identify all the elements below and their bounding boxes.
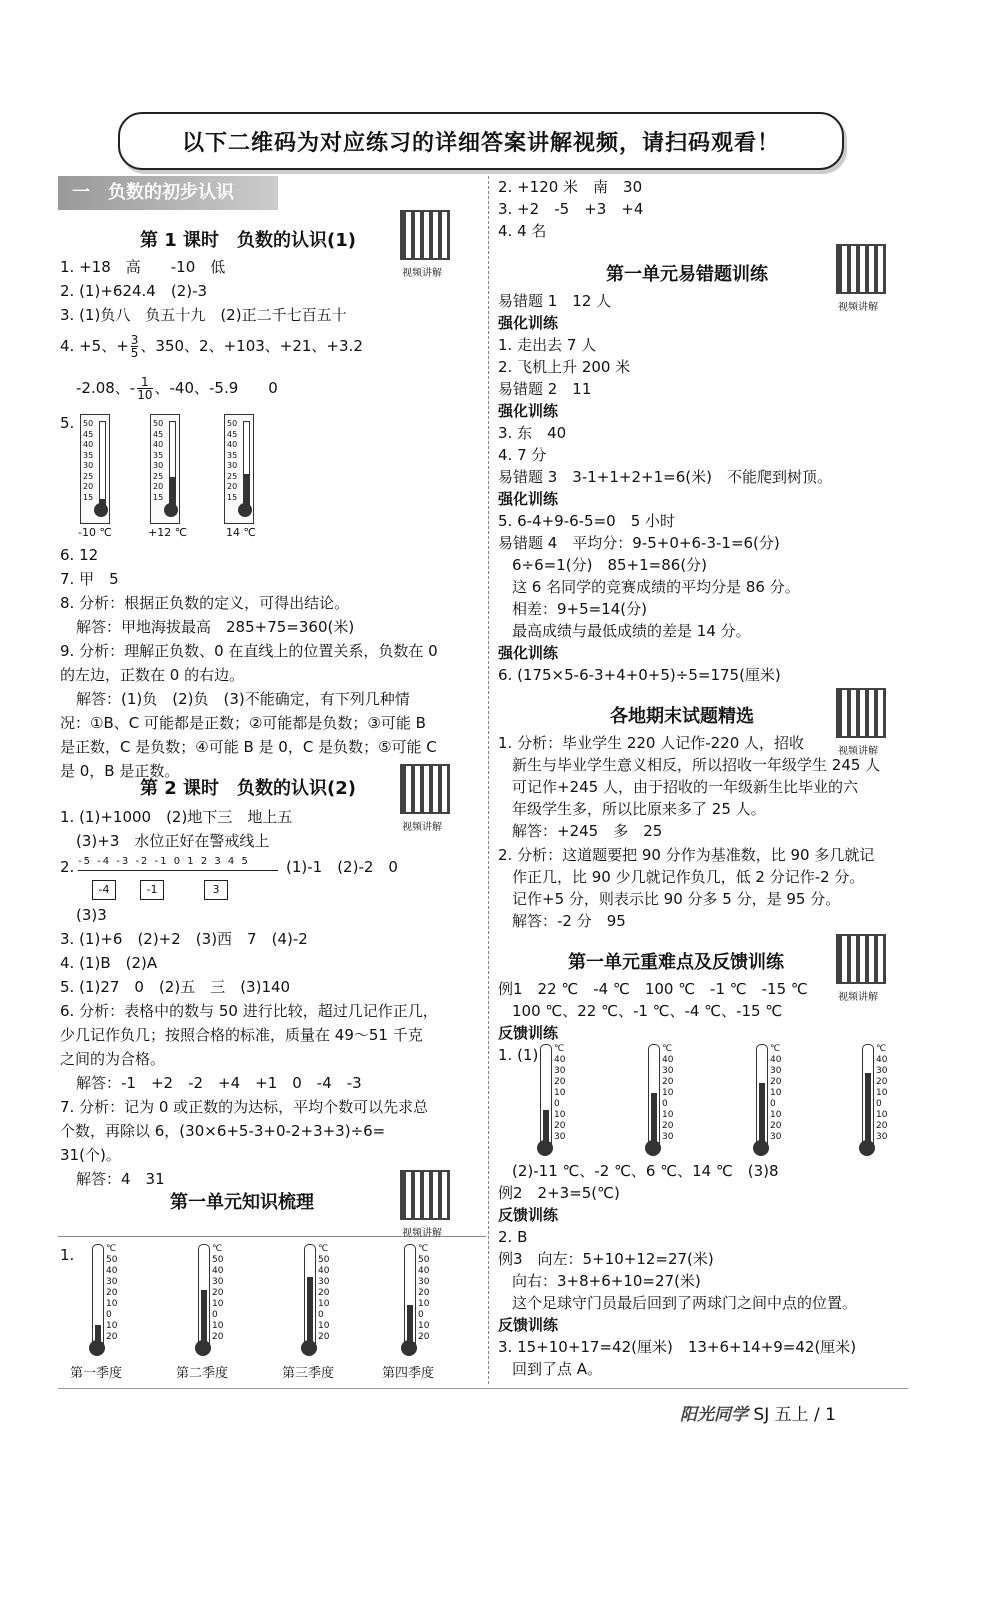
- answer-line: 解答：-1 +2 -2 +4 +1 0 -4 -3: [76, 1074, 362, 1092]
- thermometer-caption: +12 ℃: [148, 526, 188, 539]
- answer-line: 1.: [60, 1246, 75, 1264]
- number-line-box: -4: [92, 880, 116, 900]
- therm-scale: ℃ 40 30 20 10 0 10 20 30: [554, 1044, 566, 1142]
- answer-line: 8. 分析：根据正负数的定义，可得出结论。: [60, 594, 350, 612]
- answer-line: 这个足球守门员最后回到了两球门之间中点的位置。: [512, 1294, 858, 1312]
- therm-scale: ℃ 40 30 20 10 0 10 20 30: [876, 1044, 888, 1142]
- answer-line: 是正数，C 是负数；④可能 B 是 0，C 是负数；⑤可能 C: [60, 738, 437, 756]
- qr-code-icon[interactable]: [836, 934, 886, 984]
- thermometer-caption: -10 ℃: [78, 526, 112, 539]
- season-thermometer: [92, 1244, 116, 1364]
- answer-line: 2.: [60, 858, 75, 876]
- answer-line: 5. 6-4+9-6-5=0 5 小时: [498, 512, 676, 530]
- training-label: 强化训练: [498, 644, 559, 662]
- therm-scale: 50 45 40 35 30 25 20 15: [153, 419, 164, 502]
- footer-divider: [58, 1388, 908, 1389]
- qr-code-icon[interactable]: [836, 688, 886, 738]
- answer-line: 6. 12: [60, 546, 99, 564]
- therm-scale: 50 45 40 35 30 25 20 15: [83, 419, 94, 502]
- answer-line: 6÷6=1(分) 85+1=86(分): [512, 556, 708, 574]
- lesson2-title: 第 2 课时 负数的认识(2): [140, 778, 357, 799]
- therm-scale: ℃ 50 40 30 20 10 0 10 20: [106, 1244, 118, 1342]
- answer-line: 3. 15+10+17=42(厘米) 13+6+14+9=42(厘米): [498, 1338, 857, 1356]
- answer-line: 解答：(1)负 (2)负 (3)不能确定，有下列几种情: [76, 690, 410, 708]
- number-line-box: -1: [140, 880, 164, 900]
- therm-scale: ℃ 50 40 30 20 10 0 10 20: [318, 1244, 330, 1342]
- season-caption: 第二季度: [176, 1366, 229, 1381]
- therm-scale: ℃ 40 30 20 10 0 10 20 30: [662, 1044, 674, 1142]
- banner: 以下二维码为对应练习的详细答案讲解视频，请扫码观看！: [118, 112, 844, 170]
- answer-line: 1. (1)+1000 (2)地下三 地上五: [60, 808, 293, 826]
- season-thermometer: [304, 1244, 328, 1364]
- answer-text: 、350、2、+103、+21、+3.2: [140, 337, 363, 355]
- answer-line: 易错题 2 11: [498, 380, 592, 398]
- season-thermometer: [198, 1244, 222, 1364]
- answer-line: 2. +120 米 南 30: [498, 178, 643, 196]
- answer-line: 5.: [60, 414, 75, 432]
- answer-line: 新生与毕业学生意义相反，所以招收一年级学生 245 人: [512, 756, 881, 774]
- answer-line: 这 6 名同学的竞赛成绩的平均分是 86 分。: [512, 578, 800, 596]
- answer-line: 6. (175×5-6-3+4+0+5)÷5=175(厘米): [498, 666, 781, 684]
- answer-line: 易错题 1 12 人: [498, 292, 612, 310]
- answer-line: [76, 376, 278, 401]
- answer-line: 2. 分析：这道题要把 90 分作为基准数，比 90 多几就记: [498, 846, 875, 864]
- fraction: [131, 334, 139, 359]
- answer-line: 解答：4 31: [76, 1170, 165, 1188]
- answer-line: (2)-11 ℃、-2 ℃、6 ℃、14 ℃ (3)8: [512, 1162, 779, 1180]
- therm-scale: ℃ 50 40 30 20 10 0 10 20: [418, 1244, 430, 1342]
- chapter-title: 一 负数的初步认识: [58, 176, 278, 210]
- key-title: 第一单元重难点及反馈训练: [568, 952, 784, 973]
- feedback-thermometer: [756, 1044, 780, 1164]
- qr-caption: 视频讲解: [402, 822, 442, 833]
- therm-scale: ℃ 50 40 30 20 10 0 10 20: [212, 1244, 224, 1342]
- answer-line: (1)-1 (2)-2 0: [286, 858, 398, 876]
- number-line: -5 -4 -3 -2 -1 0 1 2 3 4 5: [78, 856, 278, 871]
- answer-line: 易错题 4 平均分：9-5+0+6-3-1=6(分): [498, 534, 780, 552]
- answer-line: 个数，再除以 6，(30×6+5-3+0-2+3+3)÷6=: [60, 1122, 386, 1140]
- answer-text: 4. +5、+: [60, 337, 129, 355]
- qr-caption: 视频讲解: [402, 1228, 442, 1239]
- right-column: [498, 176, 908, 1386]
- answer-line: [60, 334, 363, 359]
- fraction: [137, 376, 152, 401]
- answer-line: 100 ℃、22 ℃、-1 ℃、-4 ℃、-15 ℃: [512, 1002, 783, 1020]
- answer-line: 3. (1)负八 负五十九 (2)正二千七百五十: [60, 306, 347, 324]
- season-thermometer: [404, 1244, 428, 1364]
- answer-line: 例2 2+3=5(℃): [498, 1184, 620, 1202]
- footer: [680, 1400, 836, 1425]
- thermometer: [224, 414, 254, 524]
- answer-line: 的左边，正数在 0 的右边。: [60, 666, 245, 684]
- answer-line: 向右：3+8+6+10=27(米): [512, 1272, 701, 1290]
- answer-line: 解答：+245 多 25: [512, 822, 663, 840]
- answer-line: 5. (1)27 0 (2)五 三 (3)140: [60, 978, 291, 996]
- training-label: 反馈训练: [498, 1024, 559, 1042]
- answer-line: 回到了点 A。: [512, 1360, 603, 1378]
- answer-line: (3)3: [76, 906, 107, 924]
- exam-title: 各地期末试题精选: [610, 706, 754, 727]
- training-label: 强化训练: [498, 314, 559, 332]
- answer-line: 相差：9+5=14(分): [512, 600, 648, 618]
- answer-line: 4. 4 名: [498, 222, 547, 240]
- answer-line: 例1 22 ℃ -4 ℃ 100 ℃ -1 ℃ -15 ℃: [498, 980, 808, 998]
- season-caption: 第三季度: [282, 1366, 335, 1381]
- qr-caption: 视频讲解: [838, 746, 878, 757]
- column-divider: [488, 176, 489, 1384]
- qr-caption: 视频讲解: [838, 992, 878, 1003]
- answer-line: 4. (1)B (2)A: [60, 954, 158, 972]
- answer-line: 况：①B、C 可能都是正数；②可能都是负数；③可能 B: [60, 714, 426, 732]
- answer-line: 3. +2 -5 +3 +4: [498, 200, 644, 218]
- answer-line: 1. (1): [498, 1046, 539, 1064]
- training-label: 强化训练: [498, 490, 559, 508]
- thermometer-caption: 14 ℃: [226, 526, 256, 539]
- training-label: 强化训练: [498, 402, 559, 420]
- answer-line: 3. (1)+6 (2)+2 (3)西 7 (4)-2: [60, 930, 308, 948]
- qr-code-icon[interactable]: [400, 210, 450, 260]
- lesson1-title: 第 1 课时 负数的认识(1): [140, 230, 357, 251]
- answer-line: (3)+3 水位正好在警戒线上: [76, 832, 270, 850]
- answer-line: 2. B: [498, 1228, 528, 1246]
- answer-line: 解答：-2 分 95: [512, 912, 626, 930]
- answer-line: 最高成绩与最低成绩的差是 14 分。: [512, 622, 751, 640]
- fraction-den: 10: [137, 388, 153, 402]
- answer-line: 2. (1)+624.4 (2)-3: [60, 282, 208, 300]
- error-title: 第一单元易错题训练: [606, 264, 768, 285]
- thermometer: [80, 414, 110, 524]
- answer-line: 作正几，比 90 少几就记作负几，低 2 分记作-2 分。: [512, 868, 865, 886]
- left-column: [58, 176, 478, 1386]
- answer-line: 例3 向左：5+10+12=27(米): [498, 1250, 714, 1268]
- answer-line: 解答：甲地海拔最高 285+75=360(米): [76, 618, 355, 636]
- page-series: SJ 五上 / 1: [753, 1405, 836, 1425]
- fraction-num: 1: [141, 375, 149, 389]
- qr-code-icon[interactable]: [836, 244, 886, 294]
- qr-code-icon[interactable]: [400, 764, 450, 814]
- feedback-thermometer: [648, 1044, 672, 1164]
- answer-text: -2.08、-: [76, 379, 136, 397]
- brand-logo: 阳光同学: [680, 1405, 748, 1425]
- answer-line: 7. 分析：记为 0 或正数的为达标，平均个数可以先求总: [60, 1098, 429, 1116]
- summary-title: 第一单元知识梳理: [170, 1192, 314, 1213]
- answer-line: 7. 甲 5: [60, 570, 119, 588]
- answer-line: 2. 飞机上升 200 米: [498, 358, 631, 376]
- qr-caption: 视频讲解: [838, 302, 878, 313]
- season-caption: 第四季度: [382, 1366, 435, 1381]
- training-label: 反馈训练: [498, 1316, 559, 1334]
- feedback-thermometer: [862, 1044, 886, 1164]
- qr-code-icon[interactable]: [400, 1170, 450, 1220]
- answer-line: 9. 分析：理解正负数、0 在直线上的位置关系，负数在 0: [60, 642, 438, 660]
- answer-line: 1. 走出去 7 人: [498, 336, 597, 354]
- thermometer: [150, 414, 180, 524]
- feedback-thermometer: [540, 1044, 564, 1164]
- answer-line: 少几记作负几；按照合格的标准，质量在 49～51 千克: [60, 1026, 423, 1044]
- answer-line: 3. 东 40: [498, 424, 567, 442]
- season-caption: 第一季度: [70, 1366, 123, 1381]
- training-label: 反馈训练: [498, 1206, 559, 1224]
- qr-caption: 视频讲解: [402, 268, 442, 279]
- answer-line: 31(个)。: [60, 1146, 121, 1164]
- answer-line: 6. 分析：表格中的数与 50 进行比较，超过几记作正几，: [60, 1002, 438, 1020]
- answer-line: 4. 7 分: [498, 446, 547, 464]
- answer-line: 年级学生多，所以比原来多了 25 人。: [512, 800, 766, 818]
- answer-line: 1. 分析：毕业学生 220 人记作-220 人，招收: [498, 734, 805, 752]
- answer-line: 之间的为合格。: [60, 1050, 166, 1068]
- answer-text: 、-40、-5.9 0: [154, 379, 278, 397]
- answer-line: 可记作+245 人，由于招收的一年级新生比毕业的六: [512, 778, 858, 796]
- answer-line: 1. +18 高 -10 低: [60, 258, 226, 276]
- fraction-num: 3: [130, 333, 139, 347]
- answer-line: 是 0，B 是正数。: [60, 762, 180, 780]
- answer-line: 易错题 3 3-1+1+2+1=6(米) 不能爬到树顶。: [498, 468, 832, 486]
- therm-scale: 50 45 40 35 30 25 20 15: [227, 419, 238, 502]
- number-line-box: 3: [204, 880, 228, 900]
- fraction-den: 5: [130, 346, 139, 360]
- answer-line: 记作+5 分，则表示比 90 分多 5 分，是 95 分。: [512, 890, 841, 908]
- therm-scale: ℃ 40 30 20 10 0 10 20 30: [770, 1044, 782, 1142]
